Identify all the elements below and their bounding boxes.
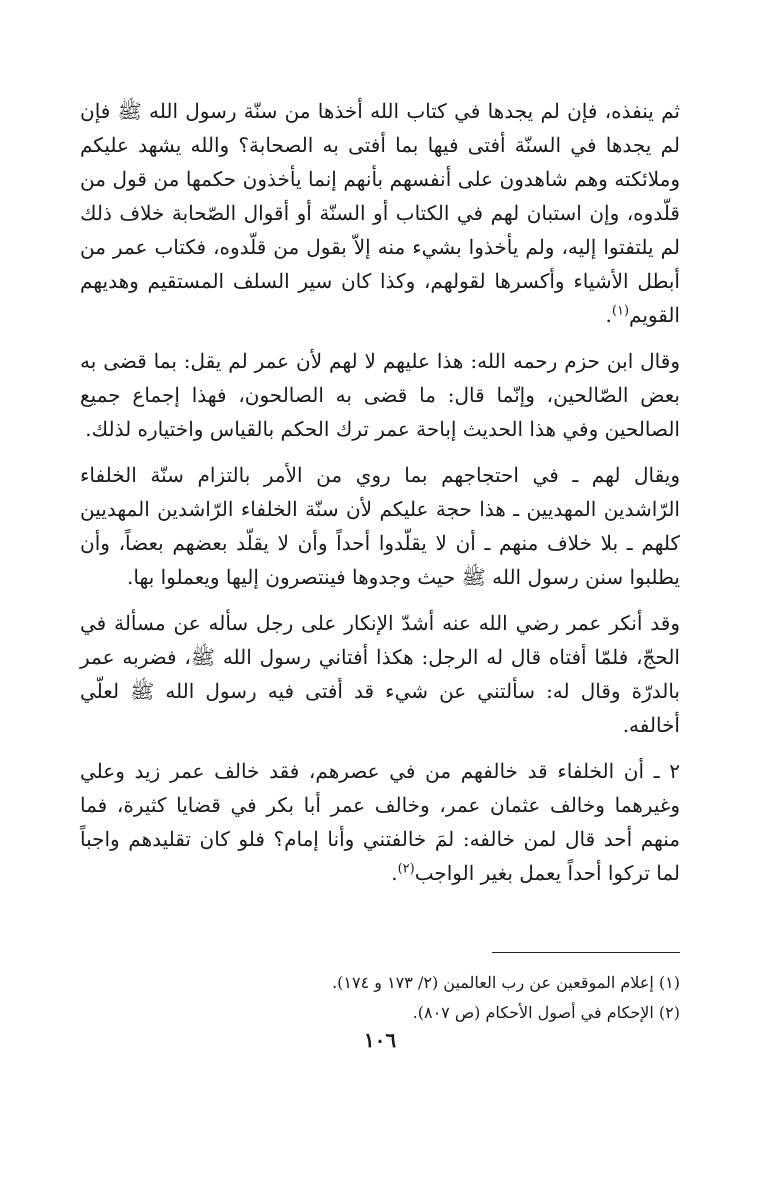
footnote-ref-1: (١) xyxy=(611,303,630,319)
footnote-ref-2: (٢) xyxy=(397,861,415,877)
paragraph-5 xyxy=(80,754,680,890)
page-body xyxy=(80,94,680,890)
paragraph-4 xyxy=(80,606,680,742)
paragraph-2-text: وقال ابن حزم رحمه الله: هذا عليهم لا لهم لأن عمر لم يقل: بما قضى به بعض الصّالحين، وإنّما قال: ما قضى به الصالحون، فهذا إجماع جميع الصالحين وفي هذا الحديث إباحة عمر ترك الحكم بالقياس واختياره لذلك. xyxy=(80,349,680,441)
paragraph-1-end: . xyxy=(605,303,612,327)
footnote-2: (٢) الإحكام في أصول الأحكام (ص ٨٠٧). xyxy=(412,1003,680,1022)
paragraph-5-end: . xyxy=(391,861,398,885)
paragraph-3-text: ويقال لهم ـ في احتجاجهم بما روي من الأمر بالتزام سنّة الخلفاء الرّاشدين المهديين ـ هذا حجة عليكم لأن سنّة الخلفاء الرّاشدين المهديين كلهم ـ بلا خلاف منهم ـ أن لا يقلّدوا أحداً وأن لا يقلّد بعضهم بعضاً، وأن يطلبوا سنن رسول الله ﷺ حيث وجدوها فينتصرون إليها ويعملوا بها. xyxy=(80,463,680,589)
paragraph-5-text: ٢ ـ أن الخلفاء قد خالفهم من في عصرهم، فقد خالف عمر زيد وعلي وغيرهما وخالف عثمان عمر، وخالف عمر أبا بكر في قضايا كثيرة، فما منهم أحد قال لمن خالفه: لمَ خالفتني وأنا إمام؟ فلو كان تقليدهم واجباً لما تركوا أحداً يعمل بغير الواجب xyxy=(80,759,680,885)
footnote-divider xyxy=(492,952,680,953)
paragraph-1 xyxy=(80,94,680,332)
paragraph-1-text: ثم ينفذه، فإن لم يجدها في كتاب الله أخذها من سنّة رسول الله ﷺ فإن لم يجدها في السنّة أفتى فيها بما أفتى به الصحابة؟ والله يشهد عليكم وملائكته وهم شاهدون على أنفسهم بأنهم إنما يأخذون حكمها من قول من قلّدوه، وإن استبان لهم في الكتاب أو السنّة أو أقوال الصّحابة خلاف ذلك لم يلتفتوا إليه، ولم يأخذوا بشيء منه إلاّ بقول من قلّدوه، فكتاب عمر من أبطل الأشياء وأكسرها لقولهم، وكذا كان سير السلف المستقيم وهديهم القويم xyxy=(80,99,680,327)
footnotes xyxy=(80,968,680,1028)
footnote-1: (١) إعلام الموقعين عن رب العالمين (٢/ ١٧٣ و ١٧٤). xyxy=(332,973,680,992)
paragraph-3 xyxy=(80,458,680,594)
paragraph-2 xyxy=(80,344,680,446)
page-number: ١٠٦ xyxy=(363,1028,397,1052)
paragraph-4-text: وقد أنكر عمر رضي الله عنه أشدّ الإنكار على رجل سأله عن مسألة في الحجّ، فلمّا أفتاه قال له الرجل: هكذا أفتاني رسول الله ﷺ، فضربه عمر بالدرّة وقال له: سألتني عن شيء قد أفتى فيه رسول الله ﷺ لعلّي أخالفه. xyxy=(80,611,680,737)
